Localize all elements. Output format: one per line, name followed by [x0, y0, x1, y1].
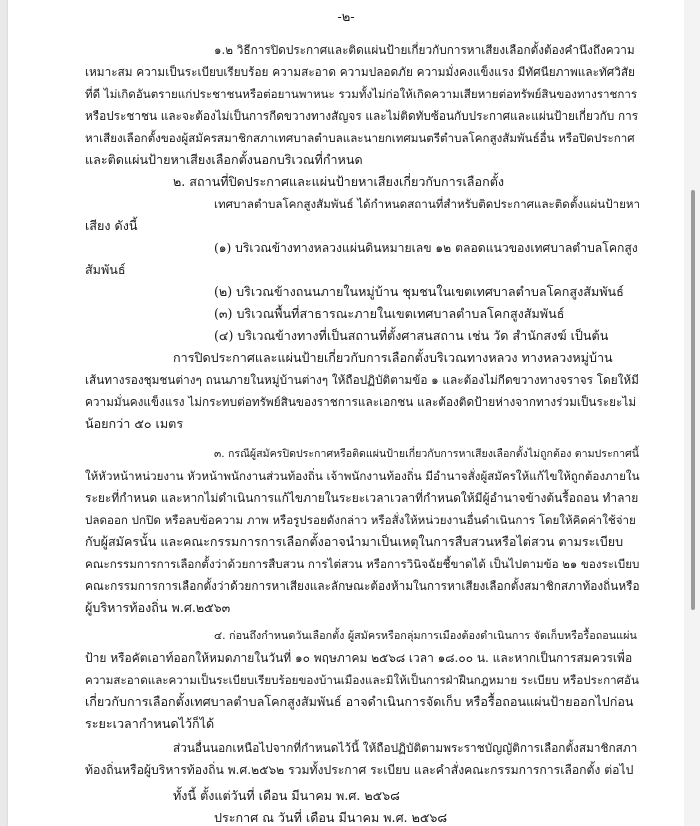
closing-line-1: ส่วนอื่นนอกเหนือไปจากที่กำหนดไว้นี้ ให้ถือปฏิบัติตามพระราชบัญญัติการเลือกตั้งสมาชิกสภา [173, 741, 638, 755]
section-2-paragraph-line-1: การปิดประกาศและแผ่นป้ายเกี่ยวกับการเลือกตั้งบริเวณทางหลวง ทางหลวงหมู่บ้าน [173, 350, 613, 365]
section-4-line-1: ๔. ก่อนถึงกำหนดวันเลือกตั้ง ผู้สมัครหรือกลุ่มการเมืองต้องดำเนินการ จัดเก็บหรือรื้อถอนแผ่น [214, 629, 637, 642]
location-item-1-line-2: สัมพันธ์ [85, 262, 126, 277]
section-4-line-5: ระยะเวลากำหนดไว้ก็ได้ [85, 716, 215, 731]
document-page [8, 0, 684, 826]
location-item-1-line-1: (๑) บริเวณข้างทางหลวงแผ่นดินหมายเลข ๑๒ ตลอดแนวของเทศบาลตำบลโคกสูง [214, 241, 638, 255]
location-item-3: (๓) บริเวณพื้นที่สาธารณะภายในเขตเทศบาลตำบลโคกสูงสัมพันธ์ [214, 306, 565, 321]
section-1-2-line-1: ๑.๒ วิธีการปิดประกาศและติดแผ่นป้ายเกี่ยวกับการหาเสียงเลือกตั้งต้องคำนึงถึงความ [214, 43, 635, 57]
section-3-line-1: ๓. กรณีผู้สมัครปิดประกาศหรือติดแผ่นป้ายเกี่ยวกับการหาเสียงเลือกตั้งไม่ถูกต้อง ตามประกาศนี้ [214, 448, 639, 460]
section-3-line-8: ผู้บริหารท้องถิ่น พ.ศ.๒๕๖๓ [85, 600, 231, 615]
section-2-paragraph-line-4: น้อยกว่า ๕๐ เมตร [85, 416, 184, 431]
location-item-2: (๒) บริเวณข้างถนนภายในหมู่บ้าน ชุมชนในเขตเทศบาลตำบลโคกสูงสัมพันธ์ [214, 284, 624, 299]
section-1-2-line-5: หาเสียงเลือกตั้งของผู้สมัครสมาชิกสภาเทศบาลตำบลและนายกเทศมนตรีตำบลโคกสูงสัมพันธ์อื่น หรือปิดประกาศ [85, 131, 635, 145]
section-3-line-2: ให้หัวหน้าหน่วยงาน หัวหน้าพนักงานส่วนท้องถิ่น เจ้าพนักงานท้องถิ่น มีอำนาจสั่งผู้สมัครให้แก้ไขให้ถูกต้องภายใน [85, 469, 640, 483]
section-3-line-5: กับผู้สมัครนั้น และคณะกรรมการการเลือกตั้งอาจนำมาเป็นเหตุในการสืบสวนหรือไต่สวน ตามระเบียบ [85, 534, 624, 549]
section-3-line-4: ปลดออก ปกปิด หรือลบข้อความ ภาพ หรือรูปรอยดังกล่าว หรือสั่งให้หน่วยงานอื่นดำเนินการ โดยให้คิดค่าใช้จ่าย [85, 513, 636, 527]
location-item-4: (๔) บริเวณข้างทางที่เป็นสถานที่ตั้งศาสนสถาน เช่น วัด สำนักสงฆ์ เป็นต้น [214, 328, 609, 343]
section-1-2-line-3: ที่ดี ไม่เกิดอันตรายแก่ประชาชนหรือต่อยานพาหนะ รวมทั้งไม่ก่อให้เกิดความเสียหายต่อทรัพย์สินของทางราชการ [85, 87, 638, 101]
section-3-line-6: คณะกรรมการการเลือกตั้งว่าด้วยการสืบสวน การไต่สวน หรือการวินิจฉัยชี้ขาดได้ เป็นไปตามข้อ ๒๑ ของระเบียบ [85, 557, 640, 571]
section-2-paragraph-line-2: เส้นทางรองชุมชนต่างๆ ถนนภายในหมู่บ้านต่างๆ ให้ถือปฏิบัติตามข้อ ๑ และต้องไม่กีดขวางทางจราจร โดยให้มี [85, 373, 639, 387]
effective-date: ทั้งนี้ ตั้งแต่วันที่ เดือน มีนาคม พ.ศ. ๒๕๖๘ [173, 788, 400, 803]
announcement-date: ประกาศ ณ วันที่ เดือน มีนาคม พ.ศ. ๒๕๖๘ [214, 810, 448, 825]
section-2-heading: ๒. สถานที่ปิดประกาศและแผ่นป้ายหาเสียงเกี่ยวกับการเลือกตั้ง [173, 174, 505, 189]
section-2-intro-line-1: เทศบาลตำบลโคกสูงสัมพันธ์ ได้กำหนดสถานที่สำหรับติดประกาศและติดตั้งแผ่นป้ายหา [214, 197, 641, 211]
section-4-line-4: เกี่ยวกับการเลือกตั้งเทศบาลตำบลโคกสูงสัมพันธ์ อาจดำเนินการจัดเก็บ หรือรื้อถอนแผ่นป้ายออกไปก่อน [85, 694, 634, 709]
page-number: -๒- [337, 10, 355, 25]
section-4-line-3: ความสะอาดและความเป็นระเบียบเรียบร้อยของบ้านเมืองและมิให้เป็นการฝ่าฝืนกฎหมาย ระเบียบ หรือประกาศอัน [85, 673, 639, 687]
section-1-2-line-6: และติดแผ่นป้ายหาเสียงเลือกตั้งนอกบริเวณที่กำหนด [85, 152, 363, 167]
scrollbar-track[interactable] [684, 0, 700, 826]
section-1-2-line-2: เหมาะสม ความเป็นระเบียบเรียบร้อย ความสะอาด ความปลอดภัย ความมั่งคงแข็งแรง มีทัศนียภาพและทัศวิสัย [85, 65, 635, 79]
section-3-line-3: ระยะที่กำหนด และหากไม่ดำเนินการแก้ไขภายในระยะเวลาเวลาที่กำหนดให้มีผู้อำนาจข้างต้นรื้อถอน ทำลาย [85, 491, 639, 505]
section-2-paragraph-line-3: ความมั่นคงแข็งแรง ไม่กระทบต่อทรัพย์สินของราชการและเอกชน และต้องติดป้ายห่างจากทางร่วมเป็นระยะไม่ [85, 395, 637, 409]
section-3-line-7: คณะกรรมการการเลือกตั้งว่าด้วยการหาเสียงและลักษณะต้องห้ามในการหาเสียงเลือกตั้งสมาชิกสภาท้องถิ่นหรือ [85, 579, 640, 593]
scrollbar-thumb[interactable] [691, 190, 695, 610]
closing-line-2: ท้องถิ่นหรือผู้บริหารท้องถิ่น พ.ศ.๒๕๖๒ รวมทั้งประกาศ ระเบียบ และคำสั่งคณะกรรมการการเลือกตั้ง ต่อไป [85, 763, 634, 777]
section-1-2-line-4: หรือประชาชน และจะต้องไม่เป็นการกีดขวางทางสัญจร และไม่ติดทับซ้อนกับประกาศและแผ่นป้ายเกี่ยวกับ การ [85, 109, 639, 123]
section-4-line-2: ป้าย หรือคัตเอาท์ออกให้หมดภายในวันที่ ๑๐ พฤษภาคม ๒๕๖๘ เวลา ๑๘.๐๐ น. และหากเป็นการสมควรเพื่อ [85, 651, 633, 665]
section-2-intro-line-2: เสียง ดังนี้ [85, 218, 138, 233]
